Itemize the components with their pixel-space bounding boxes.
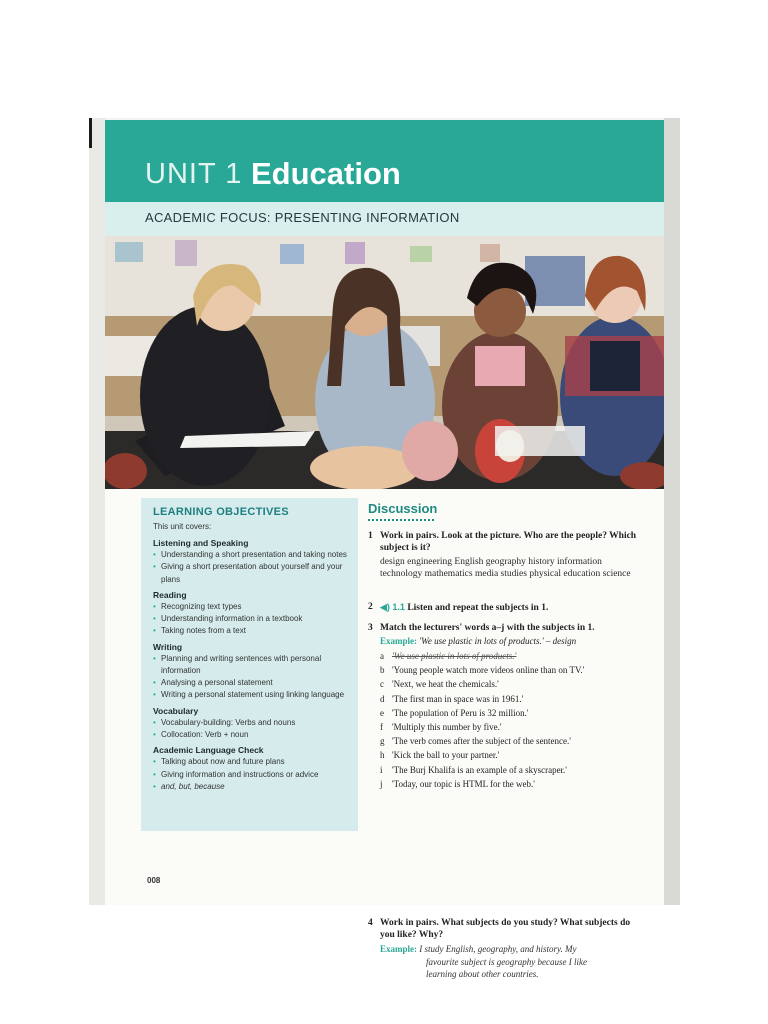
objectives-heading: Listening and Speaking bbox=[153, 538, 249, 548]
objective-item: • and, but, because bbox=[153, 781, 353, 793]
objective-item: • Understanding information in a textbook bbox=[153, 613, 353, 625]
list-item: a 'We use plastic in lots of products.' bbox=[380, 651, 517, 661]
list-item: e 'The population of Peru is 32 million.' bbox=[380, 707, 529, 718]
title-underline bbox=[368, 519, 434, 521]
learning-objectives-box bbox=[141, 498, 358, 831]
academic-focus-band bbox=[105, 202, 664, 236]
example-label: Example: bbox=[380, 636, 417, 646]
lecturer-quotes-list bbox=[380, 649, 642, 791]
example-label: Example: bbox=[380, 944, 417, 954]
objective-item: • Planning and writing sentences with personal information bbox=[153, 653, 353, 677]
unit-number: UNIT 1 bbox=[145, 158, 243, 190]
example-4: Example: I study English, geography, and history. My favourite subject is geography because I like learning about other countries. bbox=[380, 944, 587, 980]
objective-item: • Taking notes from a text bbox=[153, 625, 353, 637]
page-edge-shadow bbox=[664, 118, 680, 905]
objective-item: • Writing a personal statement using linking language bbox=[153, 689, 353, 701]
objectives-heading: Vocabulary bbox=[153, 705, 199, 716]
objective-item: • Talking about now and future plans bbox=[153, 756, 353, 768]
objective-item: • Giving information and instructions or advice bbox=[153, 769, 353, 781]
question-text: Work in pairs. Look at the picture. Who are the people? Which subject is it? bbox=[380, 531, 637, 553]
list-item: i 'The Burj Khalifa is an example of a skyscraper.' bbox=[380, 764, 567, 775]
audio-track-icon[interactable]: ◀) 1.1 bbox=[380, 602, 405, 612]
example-text: 'We use plastic in lots of products.' – design bbox=[419, 636, 577, 646]
list-item: b 'Young people watch more videos online than on TV.' bbox=[380, 665, 585, 676]
binding-edge bbox=[89, 118, 105, 905]
objectives-heading: Reading bbox=[153, 589, 187, 600]
list-item: j 'Today, our topic is HTML for the web.' bbox=[380, 778, 535, 789]
question-number: 4 bbox=[368, 918, 373, 928]
example-3 bbox=[380, 636, 576, 646]
unit-header bbox=[105, 120, 664, 202]
question-number: 1 bbox=[368, 531, 373, 541]
objective-item: • Giving a short presentation about yourself and your plans bbox=[153, 561, 353, 585]
question-text: Match the lecturers' words a–j with the subjects in 1. bbox=[380, 623, 595, 633]
objective-item: • Recognizing text types bbox=[153, 601, 353, 613]
subjects-list: design engineering English geography history information technology mathematics media studies physical education science bbox=[380, 557, 631, 580]
page-number: 008 bbox=[147, 876, 161, 885]
unit-title: Education bbox=[251, 156, 401, 191]
objective-item: • Vocabulary-building: Verbs and nouns bbox=[153, 717, 353, 729]
students-lab-illustration bbox=[105, 236, 664, 489]
list-item: d 'The first man in space was in 1961.' bbox=[380, 693, 524, 704]
objective-item: • Collocation: Verb + noun bbox=[153, 729, 353, 741]
textbook-page bbox=[105, 120, 664, 980]
question-text: Listen and repeat the subjects in 1. bbox=[407, 603, 549, 613]
classroom-photo bbox=[105, 236, 664, 489]
objectives-list bbox=[153, 534, 353, 793]
question-number: 2 bbox=[368, 602, 373, 612]
question-number: 3 bbox=[368, 623, 373, 633]
academic-focus: ACADEMIC FOCUS: PRESENTING INFORMATION bbox=[145, 210, 460, 225]
objectives-heading: Academic Language Check bbox=[153, 745, 264, 756]
list-item: g 'The verb comes after the subject of the sentence.' bbox=[380, 736, 571, 747]
discussion-title: Discussion bbox=[368, 501, 438, 516]
list-item: f 'Multiply this number by five.' bbox=[380, 722, 502, 733]
objective-item: • Understanding a short presentation and taking notes bbox=[153, 549, 353, 561]
objectives-intro: This unit covers: bbox=[153, 522, 212, 531]
objective-item: • Analysing a personal statement bbox=[153, 677, 353, 689]
question-text: Work in pairs. What subjects do you study? What subjects do you like? Why? bbox=[380, 918, 631, 940]
objectives-title: LEARNING OBJECTIVES bbox=[153, 506, 289, 518]
list-item: c 'Next, we heat the chemicals.' bbox=[380, 679, 499, 690]
list-item: h 'Kick the ball to your partner.' bbox=[380, 750, 500, 761]
objectives-heading: Writing bbox=[153, 641, 183, 652]
